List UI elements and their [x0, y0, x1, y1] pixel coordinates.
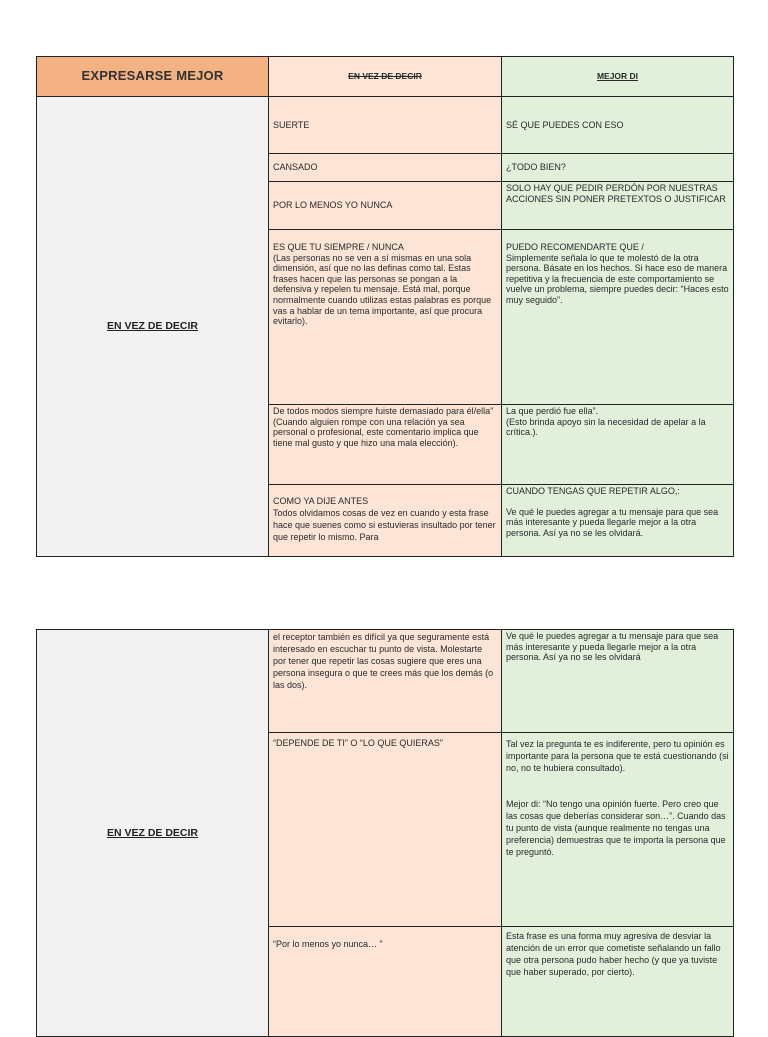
better-cell: Esta frase es una forma muy agresiva de desviar la atención de un error que cometiste señalando un fallo que otra persona pudo haber hecho (y que ya tuviste que haber superado, por cierto). — [502, 927, 734, 1037]
better-cell: Ve qué le puedes agregar a tu mensaje para que sea más interesante y pueda llegarle mejor a la otra persona. Así ya no se les olvidará — [502, 630, 734, 733]
instead-cell: COMO YA DIJE ANTES Todos olvidamos cosas de vez en cuando y esta frase hace que suenes como si estuvieras insultado por tener que repetir lo mismo. Para — [269, 485, 502, 557]
header-en-vez-de-decir: EN VEZ DE DECIR — [269, 57, 502, 97]
instead-cell: POR LO MENOS YO NUNCA — [269, 182, 502, 230]
expressions-table-1 — [36, 56, 734, 557]
expressions-table-2 — [36, 629, 734, 1037]
better-cell: ¿TODO BIEN? — [502, 154, 734, 182]
instead-cell: “Por lo menos yo nunca… ” — [269, 927, 502, 1037]
header-expresarse-mejor: EXPRESARSE MEJOR — [37, 57, 269, 97]
side-label-en-vez-de-decir: EN VEZ DE DECIR — [37, 630, 269, 1037]
instead-cell: CANSADO — [269, 154, 502, 182]
better-cell: SOLO HAY QUE PEDIR PERDÓN POR NUESTRAS ACCIONES SIN PONER PRETEXTOS O JUSTIFICAR — [502, 182, 734, 230]
instead-cell: SUERTE — [269, 97, 502, 154]
instead-cell: ES QUE TU SIEMPRE / NUNCA (Las personas no se ven a sí mismas en una sola dimensión, así que no las definas como tal. Estas frases hacen que las personas se pongan a la defensiva y repelen tu mensaje. Está mal, porque normalmente cuando utilizas estas palabras es porque vas a hablar de un tema importante, así que procura evitarlo). — [269, 230, 502, 405]
better-cell: PUEDO RECOMENDARTE QUE / Simplemente señala lo que te molestó de la otra persona. Básate en los hechos. Si hace eso de manera repetitiva y la frecuencia de este comportamiento se vuelve un problema, siempre puedes decir: “Haces esto muy seguido”. — [502, 230, 734, 405]
side-label-en-vez-de-decir: EN VEZ DE DECIR — [37, 97, 269, 557]
instead-cell: el receptor también es difícil ya que seguramente está interesado en escuchar tu punto de vista. Molestarte por tener que repetir las cosas sugiere que eres una persona insegura o que te crees más que los demás (o las dos). — [269, 630, 502, 733]
instead-cell: De todos modos siempre fuiste demasiado para él/ella” (Cuando alguien rompe con una relación ya sea personal o profesional, este comentario implica que tiene mal gusto y que hizo una mala elección). — [269, 405, 502, 485]
better-cell: SÉ QUE PUEDES CON ESO — [502, 97, 734, 154]
better-cell: Tal vez la pregunta te es indiferente, pero tu opinión es importante para la persona que te está cuestionando (si no, no te hubiera consultado). Mejor di: “No tengo una opinión fuerte. Pero creo que las cosas que deberías considerar son…”. Cuando das tu punto de vista (aunque realmente no tengas una preferencia) demuestras que te importa la persona que te preguntó. — [502, 733, 734, 927]
header-mejor-di: MEJOR DI — [502, 57, 734, 97]
instead-cell: “DEPENDE DE TI” O “LO QUE QUIERAS” — [269, 733, 502, 927]
better-cell: CUANDO TENGAS QUE REPETIR ALGO,: Ve qué le puedes agregar a tu mensaje para que sea más interesante y pueda llegarle mejor a la otra persona. Así ya no se les olvidará. — [502, 485, 734, 557]
better-cell: La que perdió fue ella”. (Esto brinda apoyo sin la necesidad de apelar a la crítica.). — [502, 405, 734, 485]
